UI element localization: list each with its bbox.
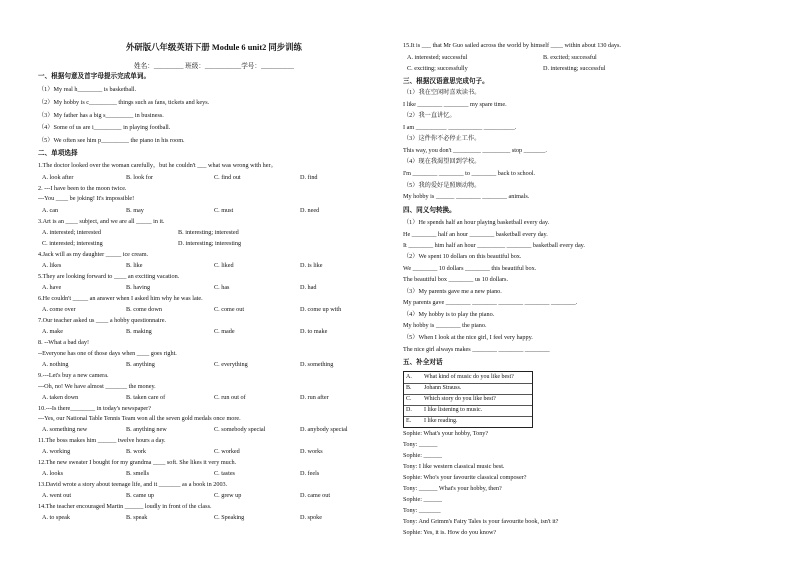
mc-question: 8. --What a bad day! [38,339,90,346]
mc-option: C. Speaking [214,514,245,521]
translation-line: （3）这件你不必停止工作。 [403,135,481,142]
mc-question: 9.---Let's buy a new camera. [38,372,109,379]
mc-options [38,426,390,434]
mc-option: A. to speak [42,514,71,521]
mc-option: C. liked [214,262,234,269]
paraphrase-line: （2）We spent 10 dollars on this beautiful box. [403,253,522,260]
dialog-line: Tony: And Grimm's Fairy Tales is your favourite book, isn't it? [403,518,559,525]
mc-option: A. went out [42,492,72,499]
mc-option: C. grew up [214,492,242,499]
mc-option: D. run after [300,394,329,401]
option-box-row: A. What kind of music do you like best? [404,372,532,384]
mc-question: ---Yes, our National Table Tennis Team won all the seven gold medals once more. [38,415,241,422]
mc-option: C. worked [214,448,240,455]
dialog-line: Tony: ______ What's your hobby, then? [403,485,502,492]
mc-option: B. having [126,284,151,291]
student-info-row: 姓名：_________ 班级：___________学号：__________ [134,63,294,70]
mc-option: A. interested; interested [42,229,101,236]
dialog-line: Tony: _______ [403,507,441,514]
mc-question: 7.Our teacher asked us ____ a hobby questionnaire. [38,317,167,324]
paraphrase-line: （1）He spends half an hour playing basketball every day. [403,219,550,226]
mc-option: D. anybody special [300,426,348,433]
paraphrase-line: The beautiful box ________ us 10 dollars. [403,276,509,283]
paraphrase-line: It ________ him half an hour _________ ________ basketball every day. [403,242,585,249]
mc-option: C. everything [214,361,248,368]
mc-option: D. find [300,174,318,181]
mc-option: A. look after [42,174,74,181]
section-2-heading: 二、单项选择 [38,149,78,157]
mc-question: 2. ---I have been to the moon twice. [38,185,127,192]
mc-option: A. make [42,328,63,335]
translation-line: （1）我在空闲时喜欢读书。 [403,89,481,96]
mc-options [38,306,390,314]
mc-option: B. excited; successful [543,54,597,61]
mc-option: B. anything new [126,426,167,433]
mc-options [38,361,390,369]
mc-option: B. smells [126,470,150,477]
dialog-line: Sophie: Yes, it is. How do you know? [403,529,497,536]
mc-option: D. had [300,284,317,291]
mc-question: 6.He couldn't _____ an answer when I asked him why he was late. [38,295,203,302]
mc-option: B. like [126,262,143,269]
section-4-heading: 四、同义句转换。 [403,206,456,214]
translation-line: （2）我一直讲忆。 [403,112,456,119]
translation-line: This way, you don't _________ _________ stop _______. [403,147,547,154]
mc-question: 3.Art is an ____ subject, and we are all _____ in it. [38,218,165,225]
mc-option: B. work [126,448,146,455]
paraphrase-line: The nice girl always makes ________ ________ ________ [403,346,550,353]
paraphrase-line: （5）When I look at the nice girl, I feel very happy. [403,334,533,341]
word-fill-item: （3）My father has a big s_________ in business. [38,112,164,119]
mc-option: B. anything [126,361,155,368]
mc-options [38,229,398,237]
option-box-row: E. I like reading. [406,418,458,424]
translation-line: I'm ________ ________ to ________ back to school. [403,170,536,177]
mc-question: 1.The doctor looked over the woman carefully，but he couldn't ___ what was wrong with her。 [38,162,277,169]
mc-option: D. something [300,361,334,368]
mc-option: D. interesting; successful [543,65,606,72]
dialog-line: Sophie: What's your hobby, Tony? [403,430,489,437]
mc-options [38,328,390,336]
mc-question: ---You ____ be joking! It's impossible! [38,195,135,202]
option-box-row: B. Johann Strauss. [404,383,532,395]
translation-line: I like ________ ________ my spare time. [403,101,507,108]
page-title: 外研版八年级英语下册 Module 6 unit2 同步训练 [126,43,302,52]
option-box-row: C. Which story do you like best? [404,394,532,406]
word-fill-item: （2）My hobby is c_________ things such as fans, tickets and keys. [38,99,210,106]
dialog-line: Sophie: ______ [403,452,443,459]
mc-question: 11.The boss makes him ______ twelve hours a day. [38,437,166,444]
word-fill-item: （1）My real h________ is basketball. [38,86,137,93]
mc-options [38,394,390,402]
mc-option: A. something new [42,426,88,433]
mc-options [38,514,390,522]
mc-question: 15.It is ___ that Mr Guo sailed across the world by himself ____ within about 130 days. [403,42,621,49]
section-1-heading: 一、根据句意及首字母提示完成单词。 [38,72,151,80]
paraphrase-line: My hobby is ________ the piano. [403,322,487,329]
mc-option: A. have [42,284,62,291]
mc-option: D. spoke [300,514,322,521]
mc-option: C. exciting; successfully [407,65,468,72]
mc-options [38,240,398,248]
mc-option: A. can [42,207,59,214]
word-fill-item: （4）Some of us are i_________ in playing football. [38,124,171,131]
mc-option: D. works [300,448,323,455]
paraphrase-line: （4）My hobby is to play the piano. [403,311,495,318]
mc-question: 10.---Is there________ in today's newspaper? [38,405,151,412]
mc-option: D. interesting; interesting [178,240,242,247]
translation-line: （5）我的爱好是照顾动物。 [403,182,481,189]
mc-options [38,492,390,500]
mc-options [38,262,390,270]
paraphrase-line: My parents gave ________ ________ ________ ________ ________. [403,299,578,306]
paraphrase-line: He ________ half an hour ________ basketball every day. [403,231,548,238]
mc-option: D. to make [300,328,328,335]
mc-options [403,65,763,73]
translation-line: （4）现在我渴望回到学校。 [403,158,481,165]
option-box [403,371,533,428]
mc-option: C. run out of [214,394,246,401]
mc-option: B. making [126,328,152,335]
option-box-row: D. I like listening to music. [404,405,532,417]
paraphrase-line: We ________ 10 dollars ________ this beautiful box. [403,265,537,272]
mc-option: C. has [214,284,230,291]
mc-options [38,207,390,215]
mc-option: A. come over [42,306,76,313]
mc-question: ---Oh, no! We have almost _______ the money. [38,383,156,390]
word-fill-item: （5）We often see him p_________ the piano in his room. [38,137,185,144]
translation-line: I am __________ ___________ __________. [403,124,517,131]
mc-option: D. came out [300,492,331,499]
mc-option: B. may [126,207,144,214]
mc-option: D. is like [300,262,323,269]
mc-option: A. nothing [42,361,69,368]
dialog-line: Tony: I like western classical music best. [403,463,505,470]
mc-option: B. taken care of [126,394,166,401]
mc-option: C. made [214,328,235,335]
mc-option: C. interested; interesting [42,240,103,247]
mc-options [403,54,763,62]
mc-option: C. find out [214,174,241,181]
mc-option: C. tastes [214,470,235,477]
mc-option: A. working [42,448,71,455]
translation-line: My hobby is ______ ________ ________ animals. [403,193,530,200]
mc-question: 14.The teacher encouraged Martin ______ loudly in front of the class. [38,503,212,510]
mc-option: B. look for [126,174,153,181]
dialog-line: Tony: ______ [403,441,438,448]
mc-option: B. speak [126,514,148,521]
mc-question: 4.Jack will as my daughter _____ ice cream. [38,251,149,258]
mc-options [38,284,390,292]
mc-option: A. likes [42,262,62,269]
mc-option: B. interesting; interested [178,229,239,236]
mc-option: B. come down [126,306,162,313]
mc-option: C. must [214,207,234,214]
mc-question: 12.The new sweater I bought for my grandma ____ soft. She likes it very much. [38,459,237,466]
mc-option: C. come out [214,306,245,313]
mc-question: --Everyone has one of those days when ____ goes right. [38,350,177,357]
mc-option: D. feels [300,470,320,477]
mc-question: 5.They are looking forward to ____ an exciting vacation. [38,273,180,280]
mc-options [38,470,390,478]
mc-option: B. came up [126,492,155,499]
dialog-line: Sophie: ______ [403,496,443,503]
mc-option: D. come up with [300,306,342,313]
section-3-heading: 三、根据汉语意思完成句子。 [403,77,489,85]
mc-option: D. need [300,207,320,214]
section-5-heading: 五、补全对话 [403,358,443,366]
mc-options [38,448,390,456]
mc-options [38,174,390,182]
mc-option: C. somebody special [214,426,266,433]
mc-option: A. looks [42,470,63,477]
mc-question: 13.David wrote a story about teenage life, and it _______ as a book in 2003. [38,481,228,488]
mc-option: A. interested; successful [407,54,468,61]
dialog-line: Sophie: Who's your favourite classical composer? [403,474,527,481]
mc-option: A. taken down [42,394,79,401]
paraphrase-line: （3）My parents gave me a new piano. [403,288,502,295]
